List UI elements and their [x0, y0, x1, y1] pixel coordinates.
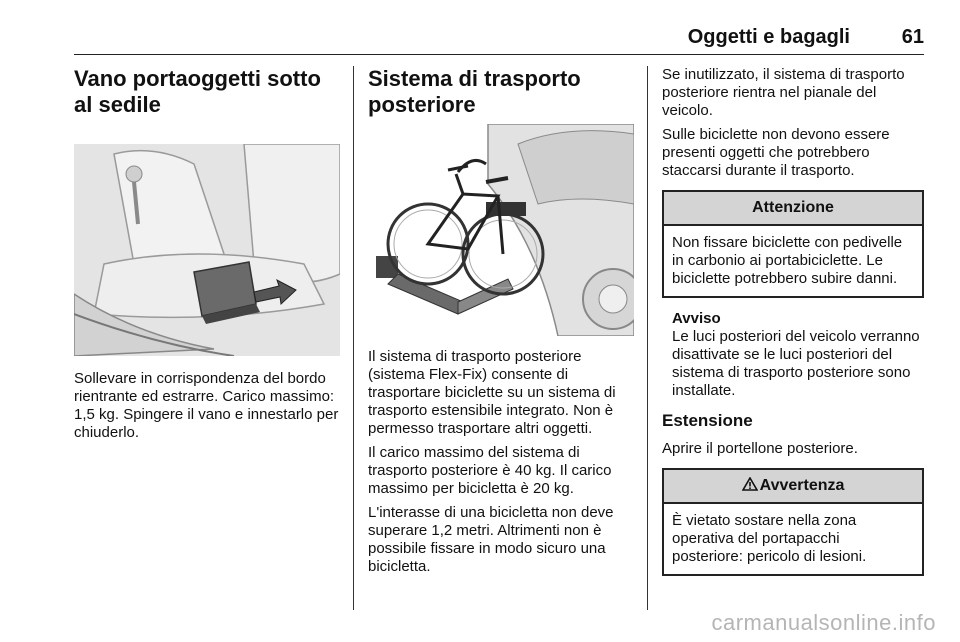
extension-subheading: Estensione	[662, 411, 753, 430]
extension-paragraph-3: Aprire il portellone posteriore.	[662, 440, 858, 457]
warning-header	[664, 470, 922, 504]
column-divider	[647, 66, 648, 610]
column-rear-carrier	[368, 66, 634, 582]
page-number: 61	[901, 26, 924, 48]
notice-block	[662, 310, 924, 400]
rear-carrier-paragraph-3: L'interasse di una bicicletta non deve superare 1,2 metri. Altrimenti non è possibile fissare in modo sicuro una bicicletta.	[368, 504, 614, 575]
attention-box	[662, 190, 924, 298]
rear-carrier-paragraph-1: Il sistema di trasporto posteriore (sistema Flex-Fix) consente di trasportare biciclette su un sistema di trasporto estensibile integrato. Non è permesso trasportare altri oggetti.	[368, 348, 616, 437]
column-extension	[662, 66, 924, 588]
page-header	[74, 26, 924, 55]
attention-text: Non fissare biciclette con pedivelle in carbonio ai portabiciclette. Le biciclette potrebbero subire danni.	[672, 234, 903, 287]
warning-triangle-icon	[742, 477, 758, 491]
attention-title: Attenzione	[664, 192, 922, 226]
section-title: Oggetti e bagagli	[687, 26, 850, 48]
watermark: carmanualsonline.info	[711, 610, 936, 635]
extension-paragraph-2: Sulle biciclette non devono essere presenti oggetti che potrebbero staccarsi durante il trasporto.	[662, 126, 890, 179]
bike-carrier-illustration	[368, 124, 634, 336]
warning-text: È vietato sostare nella zona operativa del portapacchi posteriore: pericolo di lesioni.	[672, 512, 867, 565]
seat-drawer-heading: Vano portaoggetti sotto al sedile	[74, 66, 321, 117]
rear-carrier-paragraph-2: Il carico massimo del sistema di trasporto posteriore è 40 kg. Il carico massimo per bicicletta è 20 kg.	[368, 444, 612, 497]
warning-box	[662, 468, 924, 576]
notice-title: Avviso	[672, 310, 721, 327]
seat-drawer-illustration	[74, 144, 340, 356]
warning-title: Avvertenza	[759, 477, 845, 494]
extension-paragraph-1: Se inutilizzato, il sistema di trasporto posteriore rientra nel pianale del veicolo.	[662, 66, 905, 119]
column-seat-drawer	[74, 66, 340, 448]
seat-drawer-text: Sollevare in corrispondenza del bordo rientrante ed estrarre. Carico massimo: 1,5 kg. Spingere il vano e innestarlo per chiuderlo.	[74, 370, 339, 441]
notice-text: Le luci posteriori del veicolo verranno disattivate se le luci posteriori del sistema di trasporto posteriore sono installate.	[672, 328, 920, 399]
rear-carrier-heading: Sistema di trasporto posteriore	[368, 66, 581, 117]
column-divider	[353, 66, 354, 610]
